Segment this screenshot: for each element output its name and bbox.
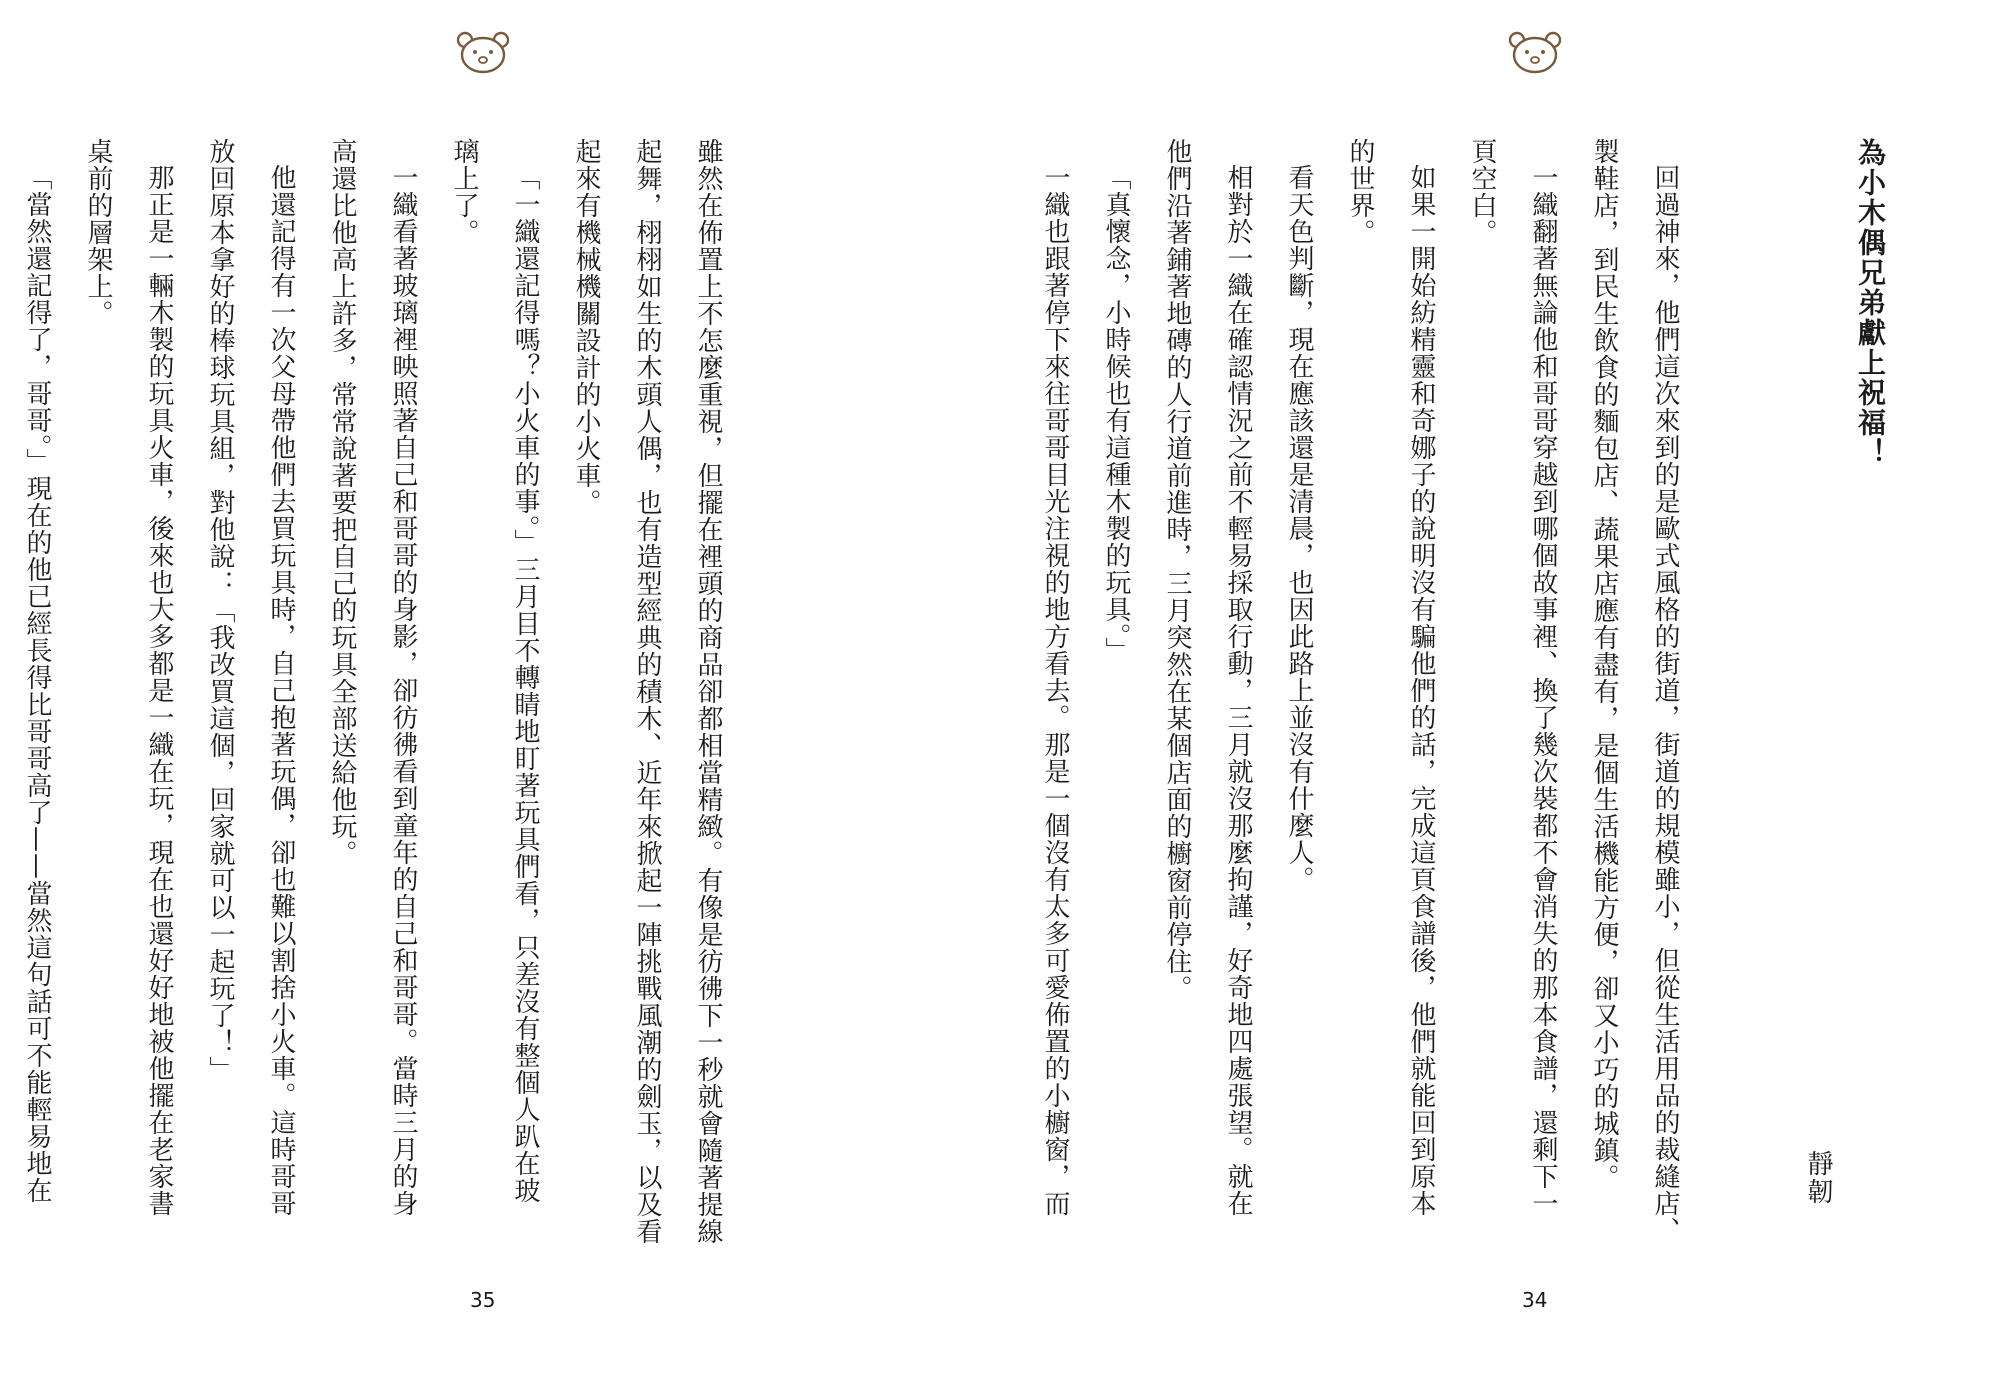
page-right	[1002, 0, 2004, 1380]
paragraph: 一織也跟著停下來往哥哥目光注視的地方看去。那是一個沒有太多可愛佈置的小櫥窗，而	[1040, 164, 1070, 1217]
paragraph: 「真懷念，小時候也有這種木製的玩具。」	[1101, 164, 1131, 664]
paragraph: 他還記得有一次父母帶他們去買玩具時，自己抱著玩偶，卻也難以割捨小火車。這時哥哥 放回原本拿好的棒球玩具組，對他說：「我改買這個，回家就可以一起玩了！」	[205, 138, 296, 1217]
body-text-right	[1040, 138, 1817, 1248]
paragraph: 雖然在佈置上不怎麼重視，但擺在裡頭的商品卻都相當精緻。有像是彷彿下一秒就會隨著提線 起舞，栩栩如生的木頭人偶，也有造型經典的積木、近年來掀起一陣挑戰風潮的劍玉，以及看 起來有機械機關設計的小火車。	[571, 138, 723, 1245]
paragraph: 「一織還記得嗎？小火車的事。」三月目不轉睛地盯著玩具們看，只差沒有整個人趴在玻 璃上了。	[449, 138, 540, 1204]
author-name: 靜韌	[1803, 1150, 1833, 1206]
chapter-title: 為小木偶兄弟獻上祝福！	[1854, 138, 1887, 468]
paragraph: 回過神來，他們這次來到的是歐式風格的街道，街道的規模雖小，但從生活用品的裁縫店、 製鞋店，到民生飲食的麵包店、蔬果店應有盡有，是個生活機能方便，卻又小巧的城鎮。	[1589, 138, 1680, 1244]
paragraph: 如果一開始紡精靈和奇娜子的說明沒有騙他們的話，完成這頁食譜後，他們就能回到原本 的世界。	[1345, 138, 1436, 1217]
page-number-right: 34	[1522, 1288, 1548, 1312]
bear-icon	[1507, 30, 1563, 74]
paragraph: 看天色判斷，現在應該還是清晨，也因此路上並沒有什麼人。	[1284, 164, 1314, 893]
paragraph: 那正是一輛木製的玩具火車，後來也大多都是一織在玩，現在也還好好地被他擺在老家書 桌前的層架上。	[83, 138, 174, 1217]
paragraph: 一織翻著無論他和哥哥穿越到哪個故事裡、換了幾次裝都不會消失的那本食譜，還剩下一 頁空白。	[1467, 138, 1558, 1217]
paragraph: 一織看著玻璃裡映照著自己和哥哥的身影，卻彷彿看到童年的自己和哥哥。當時三月的身 高還比他高上許多，常常說著要把自己的玩具全部送給他玩。	[327, 138, 418, 1217]
paragraph: 「當然還記得了，哥哥。」現在的他已經長得比哥哥高了——當然這句話可不能輕易地在	[22, 164, 52, 1204]
body-text-left	[22, 138, 860, 1248]
bear-icon	[455, 30, 511, 74]
paragraph: 相對於一織在確認情況之前不輕易採取行動，三月就沒那麼拘謹，好奇地四處張望。就在 他們沿著鋪著地磚的人行道前進時，三月突然在某個店面的櫥窗前停住。	[1162, 138, 1253, 1217]
page-number-left: 35	[470, 1288, 496, 1312]
